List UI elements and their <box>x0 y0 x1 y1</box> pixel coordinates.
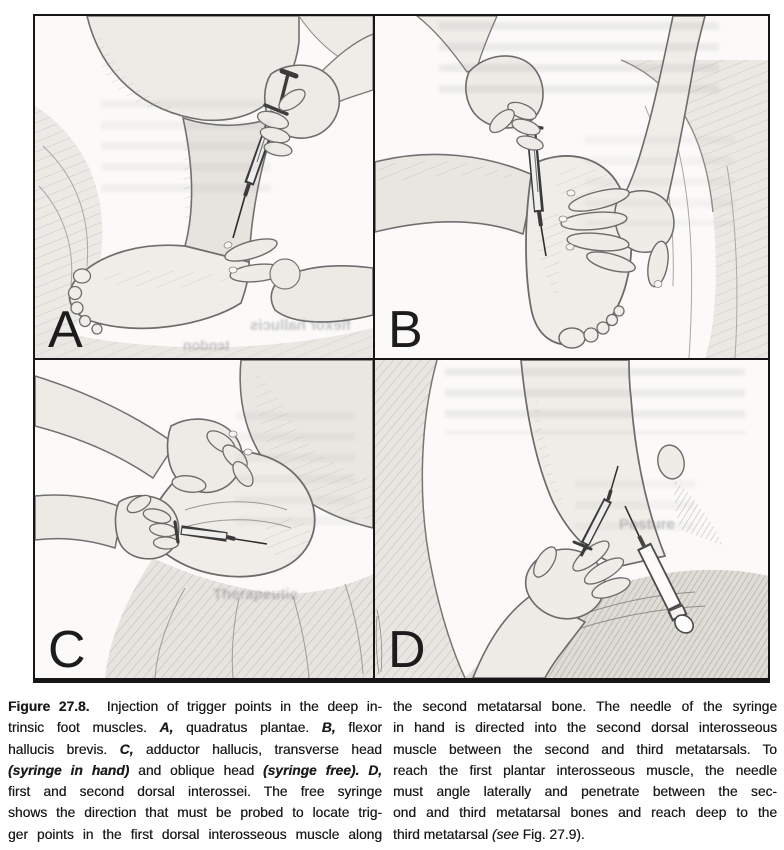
leg-ankle <box>521 360 723 566</box>
big-toe <box>559 328 585 348</box>
panel-b-flexor-hallucis-brevis <box>375 16 768 358</box>
heel-shading <box>263 518 311 558</box>
panel-label-a: A <box>48 301 83 358</box>
panel-c-adductor-hallucis <box>35 360 373 678</box>
caption-line: the second metatarsal bone. The needle of the syringe <box>393 699 777 714</box>
caption-line: first and second dorsal interossei. The free syringe <box>8 784 382 800</box>
caption-line: in hand is directed into the second dorsal interosseous <box>393 720 777 736</box>
caption-line: ond and third metatarsal bones and reach deep to the <box>393 805 777 821</box>
illustration-injection-heel <box>35 16 373 358</box>
bent-leg <box>87 16 373 262</box>
caption-column-left <box>8 696 382 845</box>
panel-a-quadratus-plantae <box>35 16 373 358</box>
illustration-injection-plantar-foot <box>375 16 768 358</box>
panel-label-b: B <box>388 301 423 358</box>
bleedthrough-text: Therapeutic <box>213 586 299 603</box>
caption-line: trinsic foot muscles. A, quadratus plantae. B, flexor <box>8 720 382 736</box>
caption-column-right <box>393 696 777 845</box>
grasping-hand <box>35 376 257 494</box>
caption-line: third metatarsal (see Fig. 27.9). <box>393 826 585 842</box>
panel-label-d: D <box>388 621 426 678</box>
caption-line: hallucis brevis. C, adductor hallucis, transverse head <box>8 741 382 757</box>
caption-line: must angle laterally and penetrate between the sec- <box>393 784 777 800</box>
malleolus <box>655 443 688 482</box>
figure-27-8-frame <box>33 14 770 683</box>
caption-line: (syringe in hand) and oblique head (syringe free). D, <box>8 762 382 778</box>
palpating-hand <box>223 234 373 322</box>
bleedthrough-text: tendon <box>183 337 230 353</box>
assisting-hand <box>559 16 705 288</box>
panel-d-dorsal-interossei <box>375 360 768 678</box>
leg <box>375 154 535 234</box>
caption-line: muscle between the second and third metatarsals. To <box>393 741 777 757</box>
bleedthrough-text: Posture <box>619 516 675 533</box>
illustration-injection-medial-arch <box>35 360 373 678</box>
caption-line: reach the first plantar interosseous muscle, the needle <box>393 762 777 778</box>
syringe-hand <box>35 492 179 559</box>
caption-line: Figure 27.8. Injection of trigger points in the deep in- <box>8 699 382 714</box>
bleedthrough-text: flexor hallucis <box>250 317 351 334</box>
fingernail <box>229 267 237 273</box>
caption-line: ger points in the first dorsal interosseous muscle along <box>8 826 382 842</box>
illustration-injection-dorsal-foot <box>375 360 768 678</box>
injecting-hand <box>417 16 545 153</box>
panel-label-c: C <box>48 621 86 678</box>
foot-plantar <box>526 156 631 348</box>
caption-line: shows the direction that must be probed to locate trig- <box>8 805 382 821</box>
